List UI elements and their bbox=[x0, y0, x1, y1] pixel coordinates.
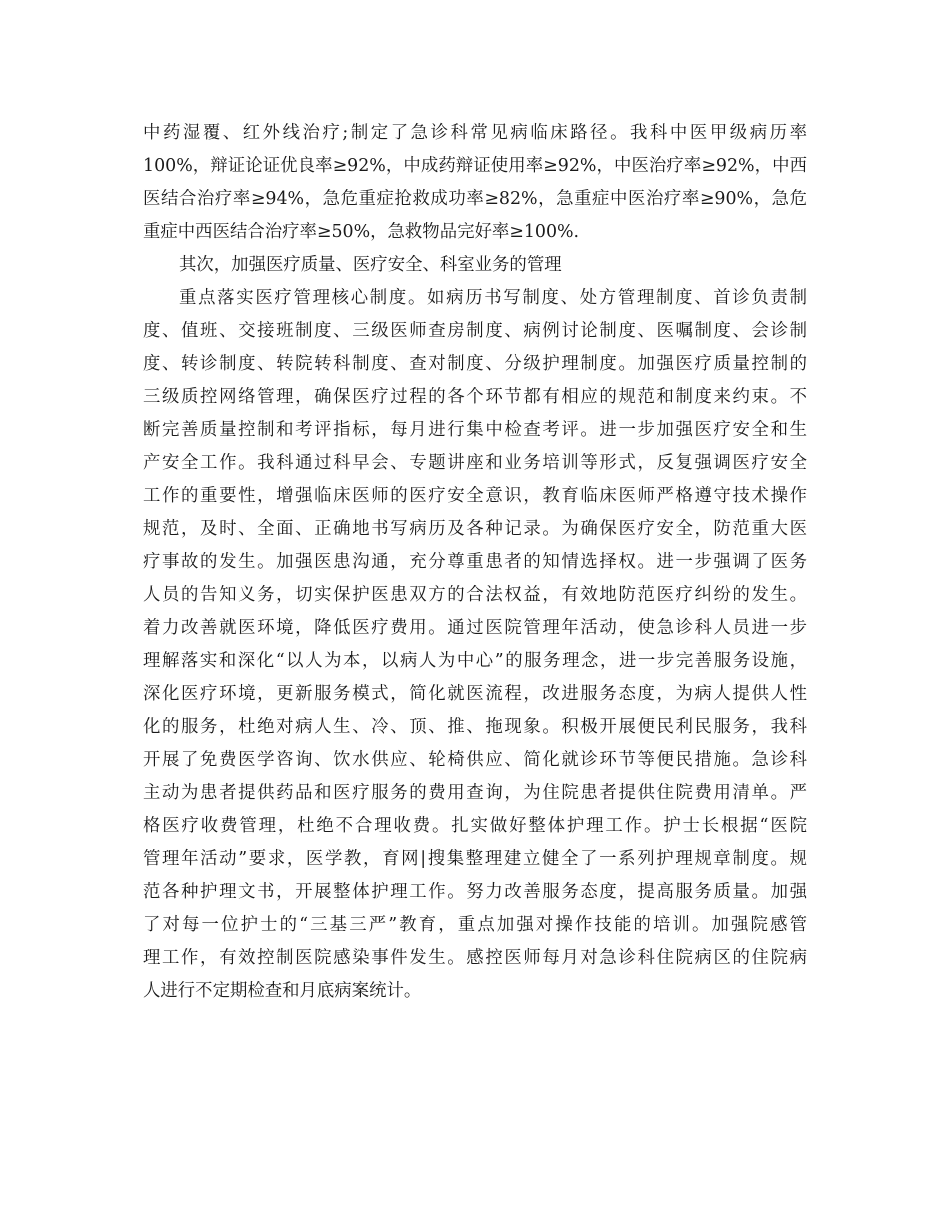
text-line: 度、转诊制度、转院转科制度、查对制度、分级护理制度。加强医疗质量控制的 bbox=[143, 354, 807, 374]
text-line: 开展了免费医学咨询、饮水供应、轮椅供应、简化就诊环节等便民措施。急诊科 bbox=[143, 750, 807, 770]
text-line: 范各种护理文书，开展整体护理工作。努力改善服务态度，提高服务质量。加强 bbox=[143, 882, 807, 902]
text-line: 断完善质量控制和考评指标，每月进行集中检查考评。进一步加强医疗安全和生 bbox=[143, 420, 807, 440]
text-line: 100%，辩证论证优良率≥92%，中成药辩证使用率≥92%，中医治疗率≥92%，中西 bbox=[143, 156, 807, 176]
text-line: 理工作，有效控制医院感染事件发生。感控医师每月对急诊科住院病区的住院病 bbox=[143, 948, 807, 968]
text-line: 格医疗收费管理，杜绝不合理收费。扎实做好整体护理工作。护士长根据“医院 bbox=[143, 816, 807, 836]
text-line: 人员的告知义务，切实保护医患双方的合法权益，有效地防范医疗纠纷的发生。 bbox=[143, 585, 807, 605]
text-line: 管理年活动”要求，医学教，育网|搜集整理建立健全了一系列护理规章制度。规 bbox=[143, 849, 807, 869]
text-line: 着力改善就医环境，降低医疗费用。通过医院管理年活动，使急诊科人员进一步 bbox=[143, 618, 807, 638]
text-line: 中药湿覆、红外线治疗;制定了急诊科常见病临床路径。我科中医甲级病历率 bbox=[143, 123, 807, 143]
text-line: 深化医疗环境，更新服务模式，简化就医流程，改进服务态度，为病人提供人性 bbox=[143, 684, 807, 704]
body-text bbox=[143, 117, 807, 1008]
section-heading: 其次，加强医疗质量、医疗安全、科室业务的管理 bbox=[179, 255, 562, 275]
text-line: 理解落实和深化“以人为本，以病人为中心”的服务理念，进一步完善服务设施， bbox=[143, 651, 807, 671]
text-line: 产安全工作。我科通过科早会、专题讲座和业务培训等形式，反复强调医疗安全 bbox=[143, 453, 807, 473]
text-line: 化的服务，杜绝对病人生、冷、顶、推、拖现象。积极开展便民利民服务，我科 bbox=[143, 717, 807, 737]
text-line: 规范，及时、全面、正确地书写病历及各种记录。为确保医疗安全，防范重大医 bbox=[143, 519, 807, 539]
text-line: 重症中西医结合治疗率≥50%，急救物品完好率≥100%. bbox=[143, 222, 580, 242]
text-line: 主动为患者提供药品和医疗服务的费用查询，为住院患者提供住院费用清单。严 bbox=[143, 783, 807, 803]
text-line: 了对每一位护士的“三基三严”教育，重点加强对操作技能的培训。加强院感管 bbox=[143, 915, 807, 935]
text-line: 重点落实医疗管理核心制度。如病历书写制度、处方管理制度、首诊负责制 bbox=[179, 288, 807, 308]
text-line: 工作的重要性，增强临床医师的医疗安全意识，教育临床医师严格遵守技术操作 bbox=[143, 486, 807, 506]
text-line: 人进行不定期检查和月底病案统计。 bbox=[143, 981, 422, 1001]
text-line: 医结合治疗率≥94%，急危重症抢救成功率≥82%，急重症中医治疗率≥90%，急危 bbox=[143, 189, 807, 209]
text-line: 疗事故的发生。加强医患沟通，充分尊重患者的知情选择权。进一步强调了医务 bbox=[143, 552, 807, 572]
text-line: 三级质控网络管理，确保医疗过程的各个环节都有相应的规范和制度来约束。不 bbox=[143, 387, 807, 407]
text-line: 度、值班、交接班制度、三级医师查房制度、病例讨论制度、医嘱制度、会诊制 bbox=[143, 321, 807, 341]
